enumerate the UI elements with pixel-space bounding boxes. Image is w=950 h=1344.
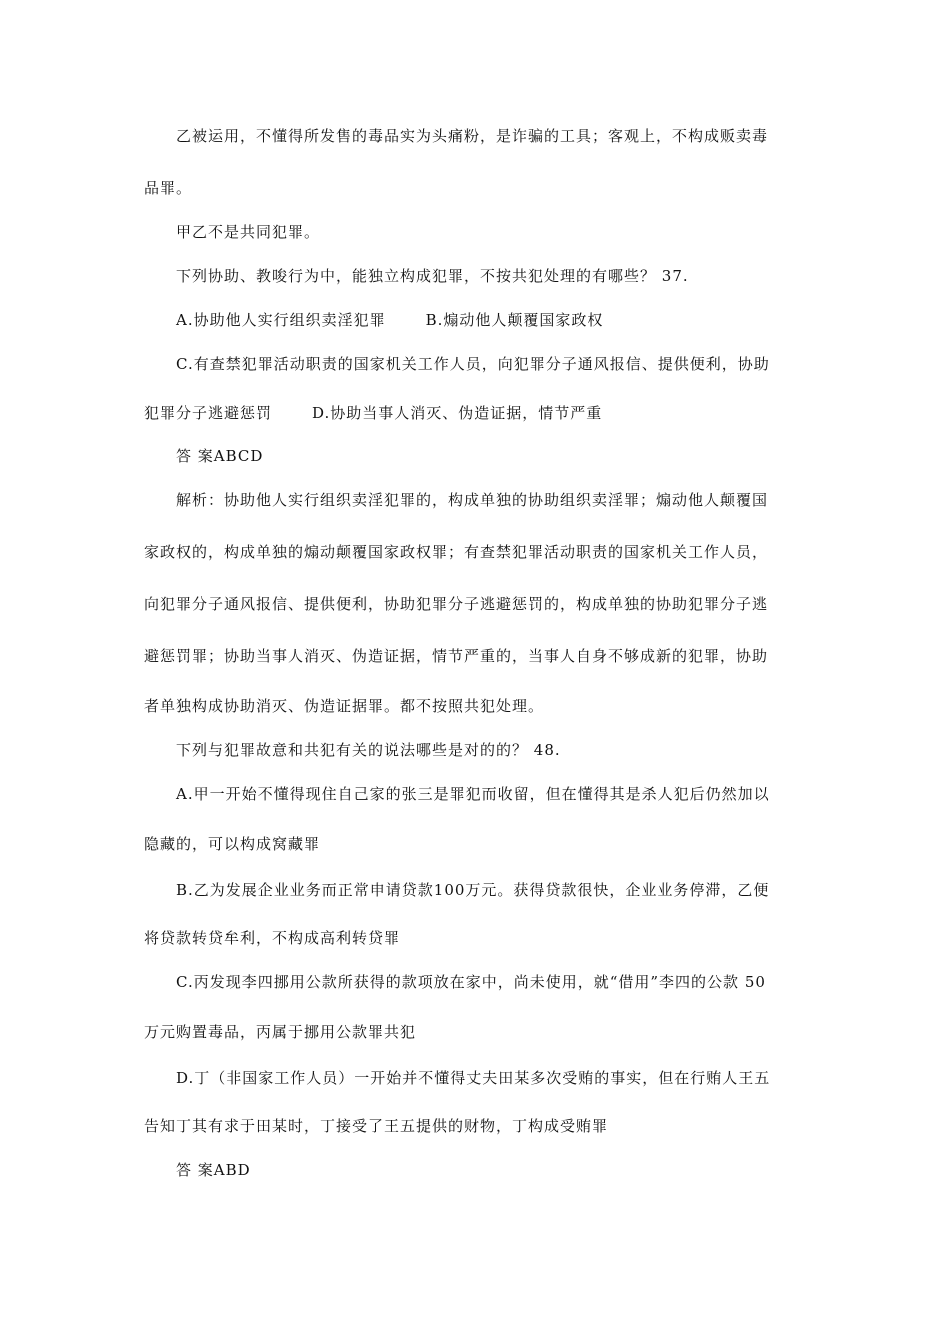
- option-c-cont: 万元购置毒品，丙属于挪用公款罪共犯: [144, 1023, 417, 1041]
- question-37: 下列协助、教唆行为中，能独立构成犯罪，不按共犯处理的有哪些？ 37.: [176, 267, 689, 285]
- option-d: D.丁（非国家工作人员）一开始并不懂得丈夫田某多次受贿的事实，但在行贿人王五: [176, 1069, 771, 1087]
- answer-48: 答 案ABD: [176, 1161, 251, 1179]
- option-a: A.甲一开始不懂得现住自己家的张三是罪犯而收留，但在懂得其是杀人犯后仍然加以: [176, 785, 770, 803]
- option-c-cont: 犯罪分子逃避惩罚: [144, 404, 273, 422]
- options-line: [144, 403, 602, 423]
- question-48: 下列与犯罪故意和共犯有关的说法哪些是对的的？ 48.: [176, 741, 561, 759]
- option-d-cont: 告知丁其有求于田某时，丁接受了王五提供的财物，丁构成受贿罪: [144, 1117, 609, 1135]
- option-d: D.协助当事人消灭、伪造证据，情节严重: [312, 404, 603, 422]
- option-a-cont: 隐藏的，可以构成窝藏罪: [144, 835, 321, 853]
- text-line: 品罪。: [144, 179, 193, 197]
- option-b-cont: 将贷款转贷牟利，不构成高利转贷罪: [144, 929, 401, 947]
- analysis-text: 家政权的，构成单独的煽动颠覆国家政权罪；有查禁犯罪活动职责的国家机关工作人员，: [144, 543, 769, 561]
- text-line: 乙被运用，不懂得所发售的毒品实为头痛粉，是诈骗的工具；客观上，不构成贩卖毒: [176, 127, 769, 145]
- option-b: B.乙为发展企业业务而正常申请贷款100万元。获得贷款很快，企业业务停滞，乙便: [176, 881, 770, 899]
- answer-37: 答 案ABCD: [176, 447, 264, 465]
- analysis-text: 者单独构成协助消灭、伪造证据罪。都不按照共犯处理。: [144, 697, 545, 715]
- text-line: 甲乙不是共同犯罪。: [176, 223, 321, 241]
- option-c: C.有查禁犯罪活动职责的国家机关工作人员，向犯罪分子通风报信、提供便利，协助: [176, 355, 770, 373]
- option-b: B.煽动他人颠覆国家政权: [425, 311, 604, 329]
- analysis-text: 向犯罪分子通风报信、提供便利，协助犯罪分子逃避惩罚的，构成单独的协助犯罪分子逃: [144, 595, 769, 613]
- analysis-text: 解析：协助他人实行组织卖淫犯罪的，构成单独的协助组织卖淫罪；煽动他人颠覆国: [176, 491, 769, 509]
- option-a: A.协助他人实行组织卖淫犯罪: [176, 311, 386, 329]
- option-c: C.丙发现李四挪用公款所获得的款项放在家中，尚未使用，就“借用”李四的公款 50: [176, 973, 766, 991]
- options-line: [176, 310, 603, 330]
- analysis-text: 避惩罚罪；协助当事人消灭、伪造证据，情节严重的，当事人自身不够成新的犯罪，协助: [144, 647, 769, 665]
